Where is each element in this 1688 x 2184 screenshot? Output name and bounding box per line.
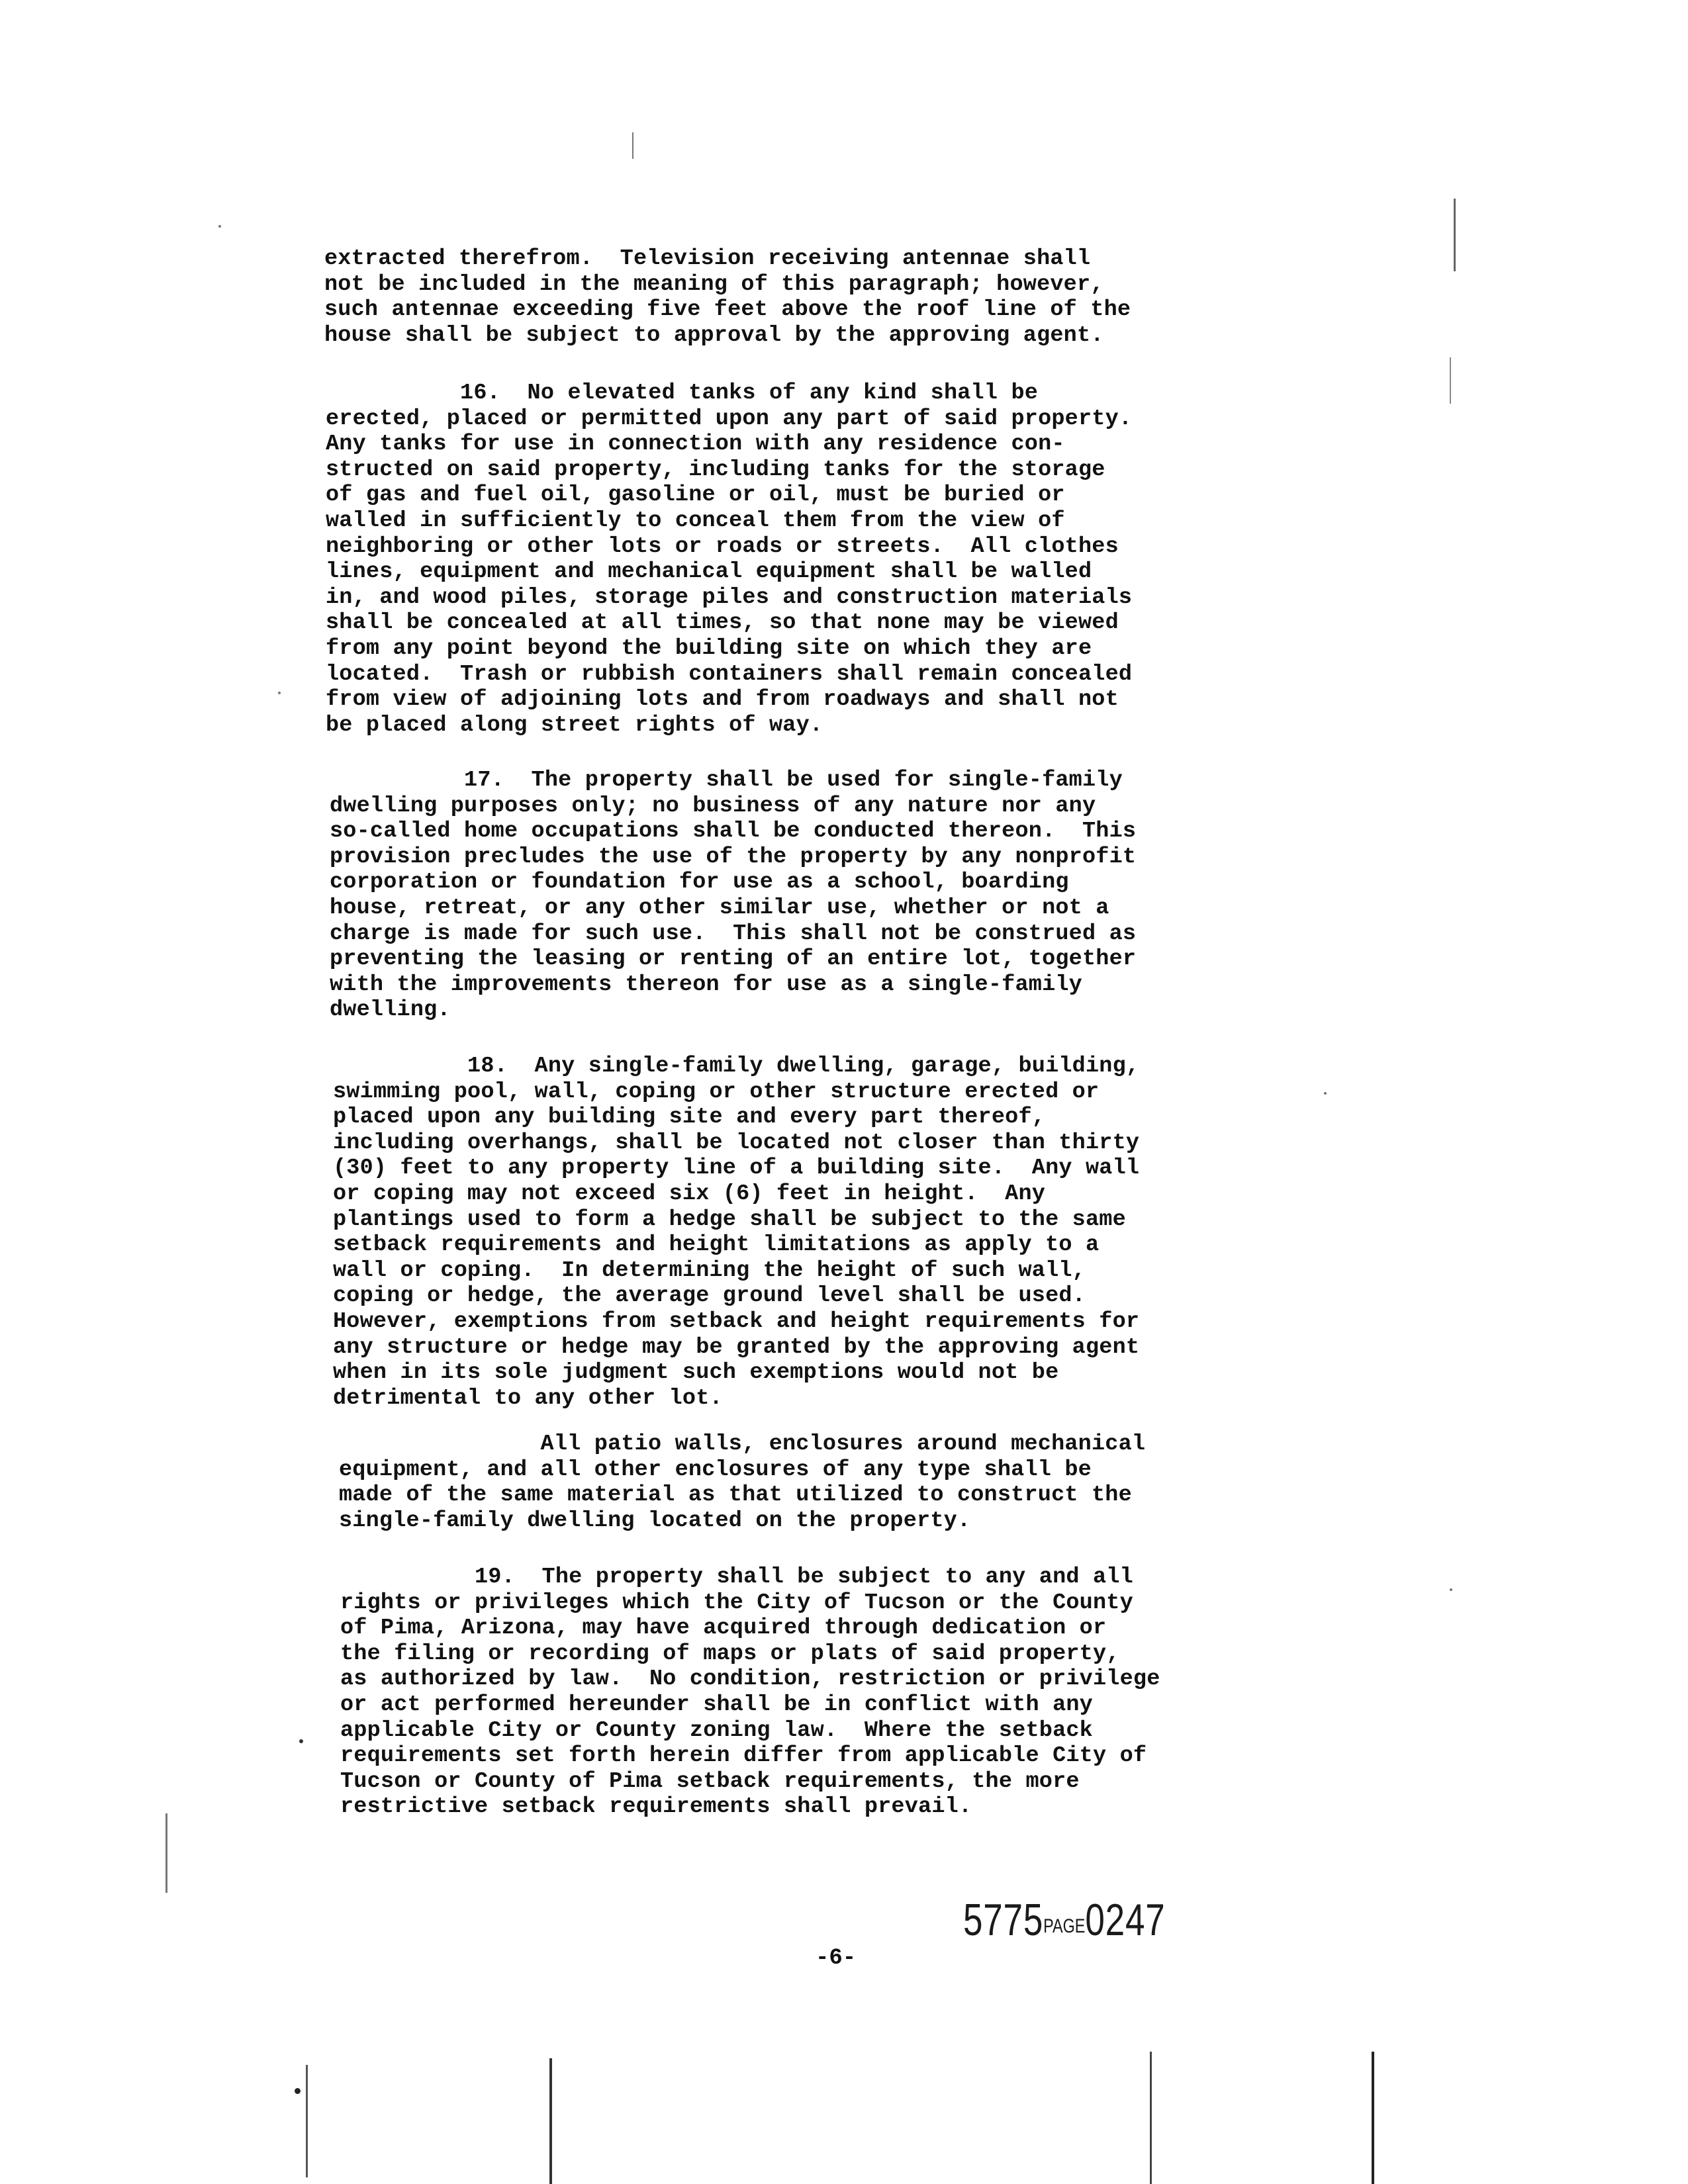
scan-artifact-dot xyxy=(1324,1092,1327,1095)
page-number: -6- xyxy=(816,1946,857,1971)
scan-artifact-line xyxy=(165,1813,167,1893)
stamp-page-number: 0247 xyxy=(1085,1895,1166,1945)
paragraph-17-single-family-use: 17. The property shall be used for single-family dwelling purposes only; no business of any nature nor any so-called home occupations shall be conducted thereon. This provision precludes the use of the property by any nonprofit corporation or foundation for use as a school, boarding house, retreat, or any other similar use, whether or not a charge is made for such use. This shall not be construed as preventing the leasing or renting of an entire lot, together with the improvements thereon for use as a single-family dwelling. xyxy=(330,768,1137,1023)
scan-artifact-dot xyxy=(299,1739,303,1743)
stamp-page-label: PAGE xyxy=(1043,1915,1086,1937)
recording-stamp xyxy=(963,1894,1166,1946)
scan-artifact-dot xyxy=(278,692,281,694)
scan-artifact-dot xyxy=(1450,1588,1452,1591)
scan-artifact-line xyxy=(306,2065,308,2177)
scan-artifact-line xyxy=(1454,199,1456,271)
scan-artifact-line xyxy=(1150,2052,1152,2184)
paragraph-18-setbacks: 18. Any single-family dwelling, garage, building, swimming pool, wall, coping or other structure erected or placed upon any building site and every part thereof, including overhangs, shall be located not closer than thirty (30) feet to any property line of a building site. Any wall or coping may not exceed six (6) feet in height. Any plantings used to form a hedge shall be subject to the same setback requirements and height limitations as apply to a wall or coping. In determining the height of such wall, coping or hedge, the average ground level shall be used. However, exemptions from setback and height requirements for any structure or hedge may be granted by the approving agent when in its sole judgment such exemptions would not be detrimental to any other lot. xyxy=(333,1054,1140,1411)
scan-artifact-line xyxy=(1450,357,1451,404)
paragraph-16-elevated-tanks: 16. No elevated tanks of any kind shall be erected, placed or permitted upon any part of said property. Any tanks for use in connection with any residence con- structed on said property, including tanks for the storage of gas and fuel oil, gasoline or oil, must be buried or walled in sufficiently to conceal them from the view of neighboring or other lots or roads or streets. All clothes lines, equipment and mechanical equipment shall be walled in, and wood piles, storage piles and construction materials shall be concealed at all times, so that none may be viewed from any point beyond the building site on which they are located. Trash or rubbish containers shall remain concealed from view of adjoining lots and from roadways and shall not be placed along street rights of way. xyxy=(326,381,1133,738)
paragraph-continuation-antennae: extracted therefrom. Television receiving antennae shall not be included in the meaning of this paragraph; however, such antennae exceeding five feet above the roof line of the house shall be subject to approval by the approving agent. xyxy=(324,246,1131,348)
scan-artifact-line xyxy=(632,132,633,159)
scan-artifact-line xyxy=(1372,2052,1374,2184)
paragraph-18-patio-walls: All patio walls, enclosures around mechanical equipment, and all other enclosures of any type shall be made of the same material as that utilized to construct the single-family dwelling located on the property. xyxy=(339,1432,1146,1533)
paragraph-19-city-county-rights: 19. The property shall be subject to any and all rights or privileges which the City of Tucson or the County of Pima, Arizona, may have acquired through dedication or the filing or recording of maps or plats of said property, as authorized by law. No condition, restriction or privilege or act performed hereunder shall be in conflict with any applicable City or County zoning law. Where the setback requirements set forth herein differ from applicable City of Tucson or County of Pima setback requirements, the more restrictive setback requirements shall prevail. xyxy=(340,1565,1160,1820)
stamp-book-number: 5775 xyxy=(963,1895,1044,1945)
scan-artifact-line xyxy=(549,2058,552,2184)
scan-artifact-dot xyxy=(295,2088,301,2094)
scan-artifact-dot xyxy=(218,225,221,228)
